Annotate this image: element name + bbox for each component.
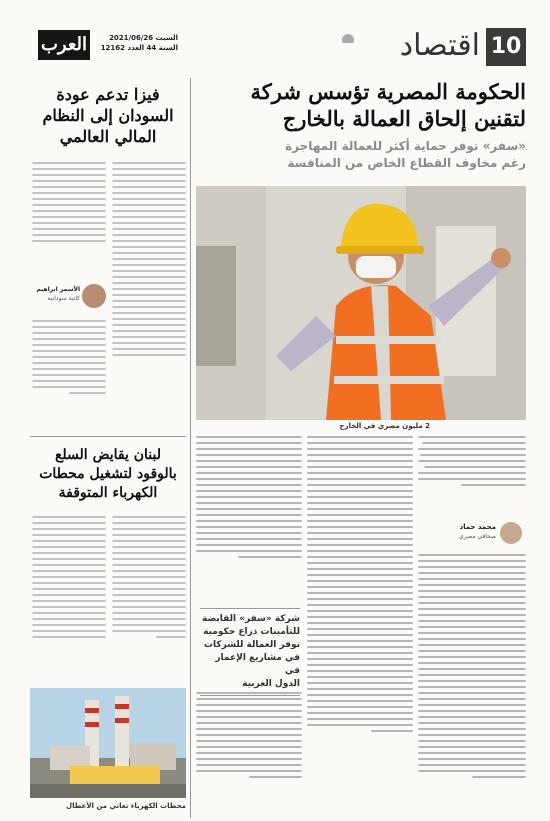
main-body-col-3a (196, 432, 302, 602)
main-body-col-1 (418, 432, 526, 518)
main-headline-line-1: الحكومة المصرية تؤسس شركة (250, 79, 526, 104)
pull-quote-line-1: شركة «سفر» القابضة (202, 614, 300, 624)
section-title: اقتصاد (399, 28, 480, 63)
main-body-col-1b (418, 550, 526, 815)
pull-quote-line-3: توفر العمالة للشركات (203, 640, 300, 650)
author-name: محمد حماد (459, 523, 496, 531)
sudan-headline (30, 84, 186, 147)
worker-photo (196, 186, 526, 420)
author-role: صحافي مصري (459, 533, 496, 540)
author-avatar (500, 522, 522, 544)
sudan-headline-line-3: المالي العالمي (59, 127, 157, 146)
main-subheadline-line-1: «سفر» توفر حماية أكثر للعمالة المهاجرة (285, 139, 526, 153)
lebanon-headline (30, 446, 186, 503)
column-divider (190, 78, 191, 818)
newspaper-logo: العرب (38, 30, 90, 60)
sudan-body-col-2b (32, 316, 106, 428)
main-body-col-3b (196, 688, 302, 816)
lebanon-body-col-2 (32, 512, 106, 682)
worker-photo-caption: 2 مليون مصري في الخارج (339, 422, 430, 430)
issue-number: السنة 44 العدد 12162 (100, 44, 178, 52)
sudan-headline-line-1: فيزا تدعم عودة (56, 85, 160, 104)
sudan-author-role: كاتبة سودانية (47, 295, 80, 302)
sudan-body-col-1 (112, 158, 186, 428)
lebanon-headline-line-3: الكهرباء المتوقفة (58, 485, 158, 501)
power-plant-photo (30, 688, 186, 798)
sudan-author-name: الأسمر ابراهيم (36, 286, 80, 293)
lebanon-body-col-1 (112, 512, 186, 682)
masthead (0, 0, 550, 72)
sudan-author-avatar (82, 284, 106, 308)
pull-quote-line-2: للتأمينات ذراع حكومية (203, 627, 300, 637)
sudan-body-col-2 (32, 158, 106, 276)
left-section-divider (30, 436, 186, 437)
pull-quote-line-4: في مشاريع الإعمار في (215, 653, 300, 676)
main-body-col-2 (307, 432, 413, 815)
main-subheadline-line-2: رغم مخاوف القطاع الخاص من المنافسة (287, 156, 526, 170)
lebanon-headline-line-1: لبنان يقايض السلع (54, 447, 162, 463)
pull-quote-line-5: الدول العربية (242, 679, 300, 689)
sudan-headline-line-2: السودان إلى النظام (42, 106, 174, 125)
section-mark-icon (342, 34, 354, 43)
issue-date: السبت 2021/06/26 (109, 34, 178, 42)
pull-quote (200, 608, 300, 696)
power-plant-caption: محطات الكهرباء تعاني من الأعطال (66, 802, 186, 810)
page-number: 10 (486, 28, 526, 66)
main-headline-line-2: لتقنين إلحاق العمالة بالخارج (282, 106, 526, 131)
lebanon-headline-line-2: بالوقود لتشغيل محطات (39, 466, 177, 482)
